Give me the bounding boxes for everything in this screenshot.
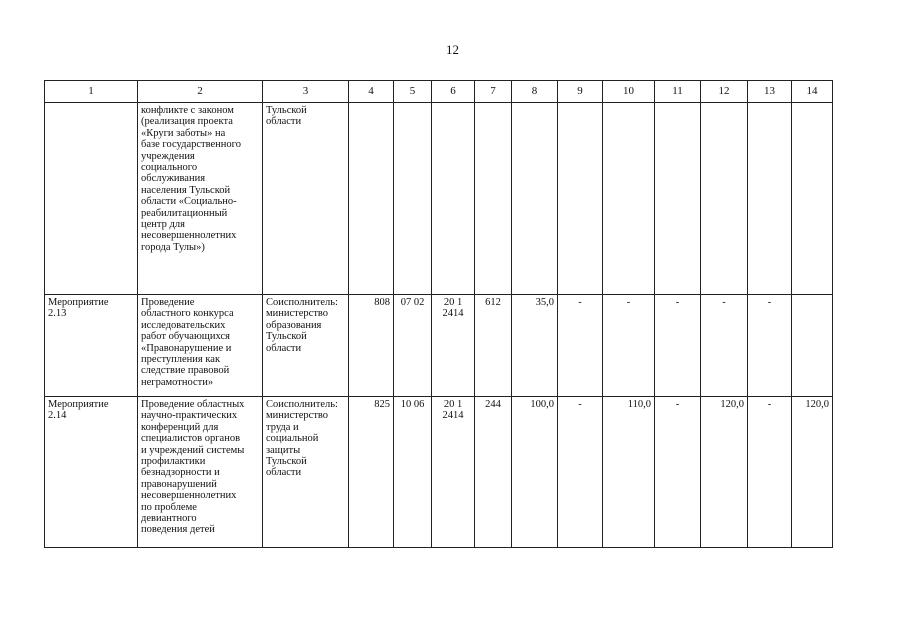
header-cell: 7 [475,81,512,103]
table-row [45,397,833,548]
table-row [45,295,833,397]
table-cell [792,103,833,295]
table-cell: 10 06 [394,397,432,548]
header-cell: 12 [701,81,748,103]
table-cell [748,103,792,295]
table-cell: - [558,397,603,548]
description-cell: Проведение областных научно-практических конференций для специалистов органов и учреждений системы профилактики безнадзорности и правонарушений несовершеннолетних по проблеме девиантного поведения детей [138,397,263,548]
table-cell: 808 [349,295,394,397]
table-cell: 825 [349,397,394,548]
table-cell [701,103,748,295]
table-cell [655,103,701,295]
table-cell [792,295,833,397]
header-cell: 4 [349,81,394,103]
header-cell: 3 [263,81,349,103]
table-cell: - [701,295,748,397]
table-cell: - [655,295,701,397]
executor-cell: Соисполнитель: министерство образования Тульской области [263,295,349,397]
table-cell: 110,0 [603,397,655,548]
table-cell: 100,0 [512,397,558,548]
table-cell [603,103,655,295]
table-cell: - [748,397,792,548]
header-cell: 5 [394,81,432,103]
table-cell [432,103,475,295]
table-cell: 35,0 [512,295,558,397]
table-cell: 20 1 2414 [432,397,475,548]
header-cell: 13 [748,81,792,103]
description-cell: Проведение областного конкурса исследовательских работ обучающихся «Правонарушение и преступления как следствие правовой неграмотности» [138,295,263,397]
table-cell: - [655,397,701,548]
page-number: 12 [446,42,459,57]
header-cell: 2 [138,81,263,103]
header-cell: 1 [45,81,138,103]
table-cell [394,103,432,295]
measure-cell [45,103,138,295]
table-cell: 612 [475,295,512,397]
header-cell: 8 [512,81,558,103]
table-cell: 07 02 [394,295,432,397]
table-cell [558,103,603,295]
measure-cell: Мероприятие 2.13 [45,295,138,397]
table-cell [349,103,394,295]
table-cell: 20 1 2414 [432,295,475,397]
table-cell [475,103,512,295]
header-cell: 14 [792,81,833,103]
table-cell: - [603,295,655,397]
table-cell [512,103,558,295]
executor-cell: Соисполнитель: министерство труда и социальной защиты Тульской области [263,397,349,548]
header-cell: 6 [432,81,475,103]
table-cell: 244 [475,397,512,548]
description-cell: конфликте с законом (реализация проекта «Круги заботы» на базе государственного учреждения социального обслуживания населения Тульской области «Социально- реабилитационный центр для несовершеннолетних города Тулы») [138,103,263,295]
table-cell: 120,0 [701,397,748,548]
table-cell: - [558,295,603,397]
header-cell: 9 [558,81,603,103]
executor-cell: Тульской области [263,103,349,295]
table-cell: - [748,295,792,397]
program-table [44,80,833,548]
table-cell: 120,0 [792,397,833,548]
measure-cell: Мероприятие 2.14 [45,397,138,548]
header-cell: 11 [655,81,701,103]
header-row [45,81,833,103]
table-row [45,103,833,295]
header-cell: 10 [603,81,655,103]
